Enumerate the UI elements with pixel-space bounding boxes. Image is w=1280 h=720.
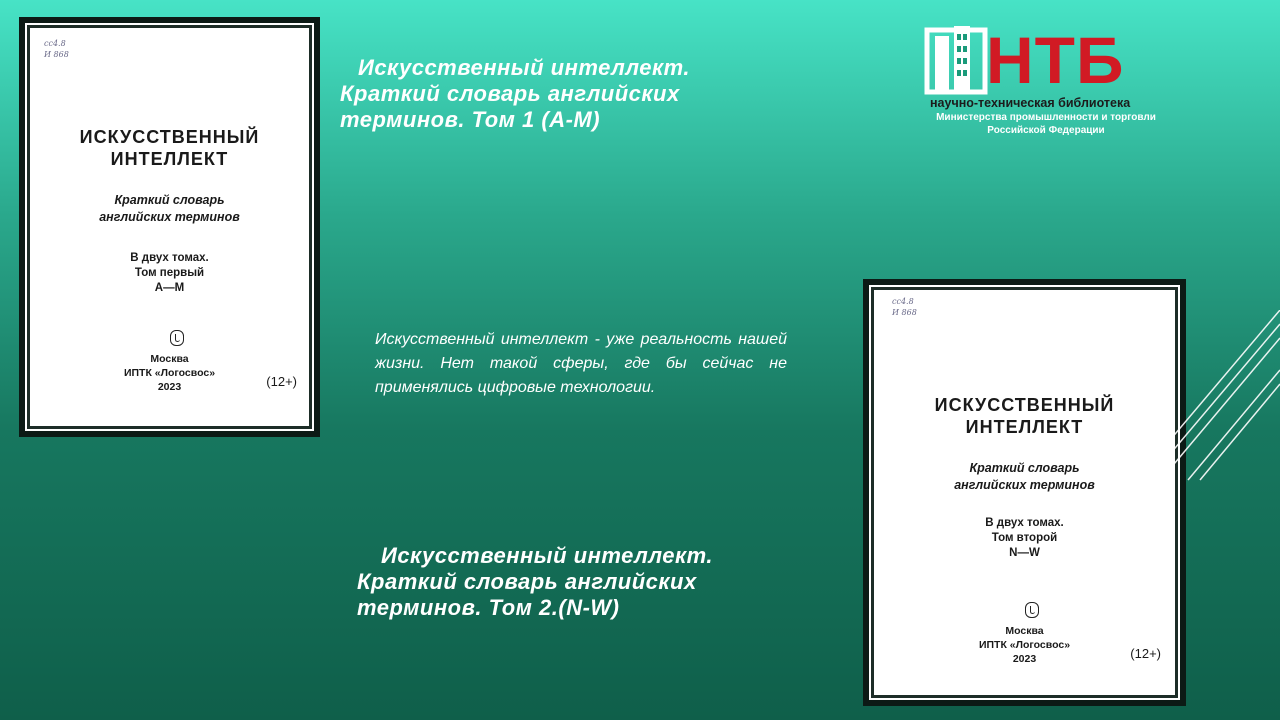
cover-volume-info — [874, 516, 1175, 561]
decorative-lines — [1170, 310, 1280, 490]
cover-publisher-line: 2023 — [1012, 653, 1037, 665]
cover-volume-info — [30, 251, 309, 296]
cover-subtitle-line: Краткий словарь — [969, 461, 1080, 475]
cover-volume-line: В двух томах. — [985, 517, 1064, 529]
publisher-logo-icon — [170, 330, 184, 346]
heading-line: Искусственный интеллект. — [381, 543, 713, 568]
logo-line-3: Российской Федерации — [987, 125, 1105, 136]
building-icon — [924, 24, 988, 98]
description-text: Искусственный интеллект - уже реальность нашей жизни. Нет такой сферы, где бы сейчас не применялись цифровые технологии. — [375, 331, 787, 396]
logo-line-2: Министерства промышленности и торговли — [936, 112, 1156, 123]
cover-title-line: ИСКУССТВЕННЫЙ — [79, 127, 260, 147]
cover-publisher-line: ИПТК «Логосвос» — [978, 639, 1071, 651]
cover-publisher-line: Москва — [1005, 625, 1044, 637]
cover-volume-line: Том второй — [991, 532, 1058, 544]
library-stamp — [892, 296, 917, 318]
cover-publisher-line: 2023 — [157, 381, 182, 393]
heading-line: Краткий словарь английских — [340, 81, 680, 106]
heading-line: Искусственный интеллект. — [358, 55, 690, 80]
publisher-logo-icon — [1025, 602, 1039, 618]
book-cover-page — [871, 287, 1178, 698]
cover-subtitle-line: английских терминов — [99, 210, 240, 224]
cover-subtitle-line: английских терминов — [954, 478, 1095, 492]
cover-publisher-line: Москва — [150, 353, 189, 365]
book-2-heading — [357, 543, 797, 621]
cover-subtitle — [874, 460, 1175, 494]
stamp-line: И 868 — [892, 308, 917, 317]
library-stamp — [44, 38, 69, 60]
cover-volume-line: В двух томах. — [130, 252, 209, 264]
logo-line-1: научно-техническая библиотека — [930, 96, 1131, 110]
ntb-logo — [924, 24, 1174, 144]
cover-title-line: ИСКУССТВЕННЫЙ — [934, 395, 1115, 415]
logo-letters: НТБ — [986, 23, 1125, 97]
cover-volume-line: N—W — [1009, 547, 1040, 559]
cover-title-line: ИНТЕЛЛЕКТ — [965, 417, 1084, 437]
cover-title-line: ИНТЕЛЛЕКТ — [110, 149, 229, 169]
age-rating: (12+) — [1130, 646, 1161, 661]
stamp-line: сс4.8 — [892, 297, 914, 306]
cover-volume-line: А—М — [154, 282, 185, 294]
heading-line: терминов. Том 1 (А-М) — [340, 107, 601, 132]
book-cover-volume-1 — [19, 17, 320, 437]
cover-title — [874, 394, 1175, 438]
heading-line: Краткий словарь английских — [357, 569, 697, 594]
stamp-line: сс4.8 — [44, 39, 66, 48]
cover-subtitle — [30, 192, 309, 226]
cover-publisher-line: ИПТК «Логосвос» — [123, 367, 216, 379]
age-rating: (12+) — [266, 374, 297, 389]
heading-line: терминов. Том 2.(N-W) — [357, 595, 620, 620]
book-1-heading — [340, 55, 780, 133]
cover-subtitle-line: Краткий словарь — [114, 193, 225, 207]
cover-title — [30, 126, 309, 170]
book-cover-volume-2 — [863, 279, 1186, 706]
cover-volume-line: Том первый — [134, 267, 205, 279]
book-cover-page — [27, 25, 312, 429]
stamp-line: И 868 — [44, 50, 69, 59]
